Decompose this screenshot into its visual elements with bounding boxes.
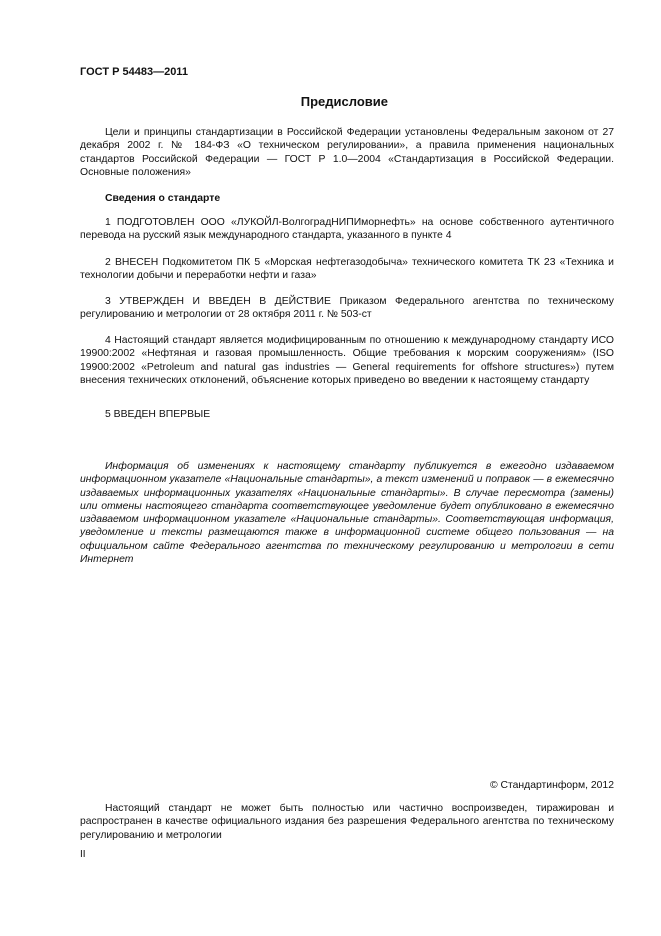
info-item-4-text: 4 Настоящий стандарт является модифицированным по отношению к международному стандарту ИСО 19900:2002 «Нефтяная и газовая промышленность. Общие требования к морским сооружениям» (ISO 19900:2002 «Petroleum and natural gas industries — General requirements for offshore structures») путем внесения технических отклонений, объяснение которых приведено во введении к настоящему стандарту — [80, 335, 614, 386]
info-item-2-text: 2 ВНЕСЕН Подкомитетом ПК 5 «Морская нефтегазодобыча» технического комитета ТК 23 «Техника и технологии добычи и переработки нефти и газа» — [80, 257, 614, 282]
change-notice-text: Информация об изменениях к настоящему стандарту публикуется в ежегодно издаваемом информационном указателе «Национальные стандарты», а текст изменений и поправок — в ежемесячно издаваемых информационных указателях «Национальные стандарты». В случае пересмотра (замены) или отмены настоящего стандарта соответствующее уведомление будет опубликовано в ежемесячно издаваемом информационном указателе «Национальные стандарты». Соответствующая информация, уведомление и тексты размещаются также в информационной системе общего пользования — на официальном сайте Федерального агентства по техническому регулированию и метрологии в сети Интернет — [80, 461, 614, 566]
reproduction-notice-text: Настоящий стандарт не может быть полностью или частично воспроизведен, тиражирован и распространен в качестве официального издания без разрешения Федерального агентства по техническому регулированию и метрологии — [80, 803, 614, 841]
copyright: © Стандартинформ, 2012 — [489, 780, 614, 791]
info-item-1-text: 1 ПОДГОТОВЛЕН ООО «ЛУКОЙЛ-ВолгоградНИПИморнефть» на основе собственного аутентичного перевода на русский язык международного стандарта, указанного в пункте 4 — [80, 217, 614, 242]
preface-intro-text: Цели и принципы стандартизации в Российской Федерации установлены Федеральным законом от 27 декабря 2002 г. № 184-ФЗ «О техническом регулировании», а правила применения национальных стандартов Российской Федерации — ГОСТ Р 1.0—2004 «Стандартизация в Российской Федерации. Основные положения» — [80, 127, 614, 178]
change-notice — [80, 460, 614, 566]
info-item-3 — [80, 295, 614, 322]
info-item-1 — [80, 216, 614, 243]
preface-title: Предисловие — [300, 94, 388, 109]
info-item-5-text: 5 ВВЕДЕН ВПЕРВЫЕ — [105, 409, 211, 420]
info-item-2 — [80, 256, 614, 283]
standard-code: ГОСТ Р 54483—2011 — [80, 66, 188, 78]
reproduction-notice — [80, 802, 614, 842]
info-heading: Сведения о стандарте — [105, 193, 221, 204]
info-item-5 — [80, 408, 614, 421]
info-item-3-text: 3 УТВЕРЖДЕН И ВВЕДЕН В ДЕЙСТВИЕ Приказом Федерального агентства по техническому регулированию и метрологии от 28 октября 2011 г. № 503-ст — [80, 296, 614, 321]
preface-intro — [80, 126, 614, 179]
page-number: II — [80, 849, 86, 860]
info-item-4 — [80, 334, 614, 387]
